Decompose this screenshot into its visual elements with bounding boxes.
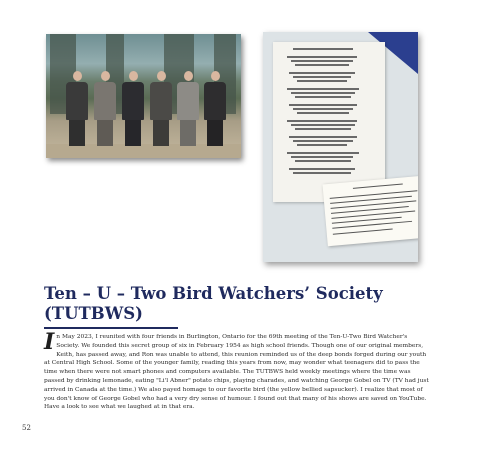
article-body [44,329,429,412]
title-underline [44,327,178,329]
title-line-1: Ten – U – Two Bird Watchers’ Society [44,284,383,303]
article-title [44,284,434,324]
page-number: 52 [22,424,31,432]
group-photo [46,34,241,158]
article-body-text: n May 2023, I reunited with four friends in Burlington, Ontario for the 69th meeting of the Ten-U-Two Bird Watcher's Society. We founded this secret group of six in February 1954 as high school friends. Though one of our original members, Keith, has passed away, and Ron was unable to attend, this reunion reminded us of the deep bonds forged during our youth at Central High School. Some of the younger family, reading this years from now, may wonder what teenagers did to pass the time when there were not smart phones and computers available. The TUTBWS held weekly meetings where the time was passed by drinking lemonade, eating "Li'l Abner" potato chips, playing charades, and watching George Gobel on TV (TV had just arrived in Canada at the time.) We also payed homage to our favorite bird (the yellow bellied sapsucker). I realize that most of you don't know of George Gobel who had a very dry sense of humour. I found out that many of his shows are saved on YouTube. Have a look to see what we laughed at in that era. [44,334,429,411]
documents-photo [263,32,418,262]
title-line-2: (TUTBWS) [44,304,143,323]
drop-cap: I [44,329,55,355]
